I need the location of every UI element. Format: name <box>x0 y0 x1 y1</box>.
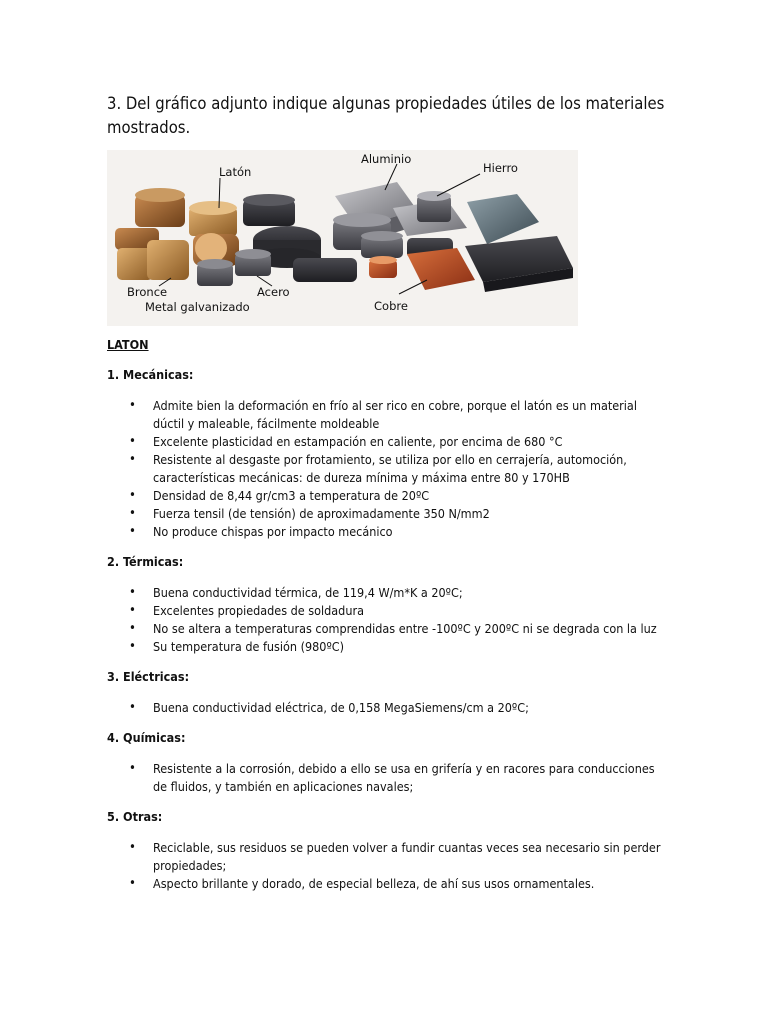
list-item: • Buena conductividad térmica, de 119,4 W/m*K a 20ºC; <box>129 585 463 600</box>
heading-quimicas: 4. Químicas: <box>107 730 186 745</box>
section-title: LATON <box>107 337 149 352</box>
document-body <box>107 336 667 893</box>
list-quimicas <box>107 760 667 796</box>
heading-mecanicas: 1. Mecánicas: <box>107 367 194 382</box>
bullet-icon: • <box>129 840 136 855</box>
bullet-icon: • <box>129 639 136 654</box>
list-otras <box>107 839 667 893</box>
list-item: • Su temperatura de fusión (980ºC) <box>129 639 344 654</box>
bullet-icon: • <box>129 585 136 600</box>
bullet-icon: • <box>129 398 136 413</box>
bullet-icon: • <box>129 603 136 618</box>
list-termicas <box>107 584 667 656</box>
label-cobre: Cobre <box>374 299 408 313</box>
bullet-icon: • <box>129 700 136 715</box>
label-aluminio: Aluminio <box>361 152 412 166</box>
metals-photo <box>107 150 578 326</box>
list-item: • Excelente plasticidad en estampación en caliente, por encima de 680 °C <box>129 434 563 449</box>
label-hierro: Hierro <box>483 161 518 175</box>
list-item: • Reciclable, sus residuos se pueden volver a fundir cuantas veces sea necesario sin perder propiedades; <box>129 840 661 873</box>
bullet-icon: • <box>129 761 136 776</box>
heading-termicas: 2. Térmicas: <box>107 554 184 569</box>
label-bronce: Bronce <box>127 285 168 299</box>
question-text: 3. Del gráfico adjunto indique algunas propiedades útiles de los materiales mostrados. <box>107 94 665 137</box>
bullet-icon: • <box>129 876 136 891</box>
bullet-icon: • <box>129 524 136 539</box>
list-item: • Buena conductividad eléctrica, de 0,158 MegaSiemens/cm a 20ºC; <box>129 700 529 715</box>
list-item: • Resistente al desgaste por frotamiento, se utiliza por ello en cerrajería, automoción, características mecánicas: de dureza mínima y máxima entre 80 y 170HB <box>129 452 627 485</box>
list-item: • Resistente a la corrosión, debido a ello se usa en grifería y en racores para conducciones de fluidos, y también en aplicaciones navales; <box>129 761 655 794</box>
bullet-icon: • <box>129 452 136 467</box>
label-laton: Latón <box>219 165 252 179</box>
bullet-icon: • <box>129 488 136 503</box>
list-item: • No se altera a temperaturas comprendidas entre -100ºC y 200ºC ni se degrada con la luz <box>129 621 657 636</box>
label-metal-galvanizado: Metal galvanizado <box>145 300 250 314</box>
list-mecanicas <box>107 397 667 541</box>
bullet-icon: • <box>129 621 136 636</box>
heading-otras: 5. Otras: <box>107 809 163 824</box>
list-item: • Admite bien la deformación en frío al ser rico en cobre, porque el latón es un material dúctil y maleable, fácilmente moldeable <box>129 398 637 431</box>
label-acero: Acero <box>257 285 290 299</box>
bullet-icon: • <box>129 506 136 521</box>
list-item: • Fuerza tensil (de tensión) de aproximadamente 350 N/mm2 <box>129 506 490 521</box>
bullet-icon: • <box>129 434 136 449</box>
list-item: • Aspecto brillante y dorado, de especial belleza, de ahí sus usos ornamentales. <box>129 876 595 891</box>
list-electricas <box>107 699 667 717</box>
list-item: • No produce chispas por impacto mecánico <box>129 524 393 539</box>
list-item: • Excelentes propiedades de soldadura <box>129 603 364 618</box>
heading-electricas: 3. Eléctricas: <box>107 669 190 684</box>
list-item: • Densidad de 8,44 gr/cm3 a temperatura de 20ºC <box>129 488 430 503</box>
